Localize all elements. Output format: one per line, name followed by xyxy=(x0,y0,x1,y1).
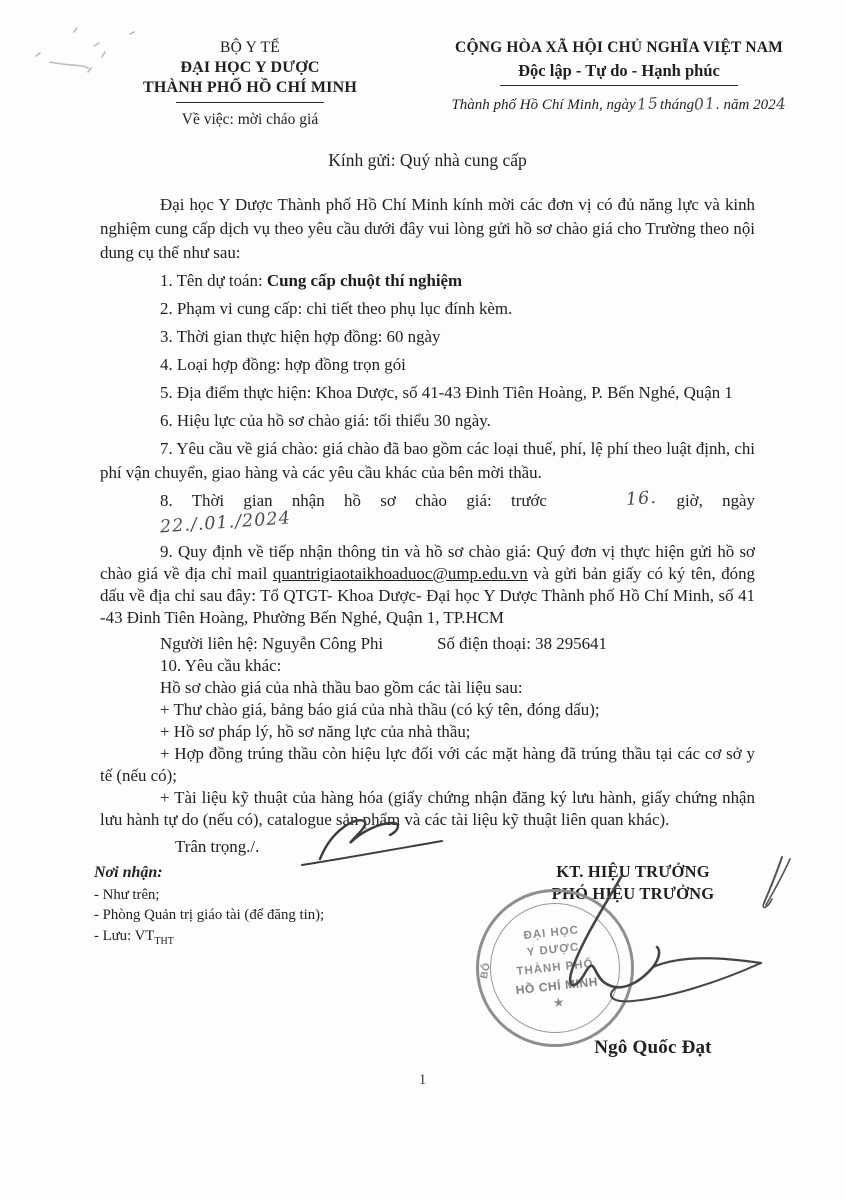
org-underline xyxy=(176,102,324,103)
page-number: 1 xyxy=(418,1072,427,1088)
date-month-word: tháng xyxy=(660,96,695,113)
subject-line: Về việc: mời cháo giá xyxy=(181,110,319,128)
bullet-1: + Thư chào giá, bảng báo giá của nhà thầu (có ký tên, đóng dấu); xyxy=(160,699,600,719)
item-8-text: 8. Thời gian nhận hồ sơ chào giá: trước xyxy=(160,490,567,510)
item-4: 4. Loại hợp đồng: hợp đồng trọn gói xyxy=(160,354,406,374)
salutation: Kính gửi: Quý nhà cung cấp xyxy=(328,149,527,170)
org-name-line2: THÀNH PHỐ HỒ CHÍ MINH xyxy=(143,79,357,97)
recipient-archive: - Lưu: VT xyxy=(94,927,155,944)
contact-line xyxy=(100,633,755,655)
recipients-title: Nơi nhận: xyxy=(94,863,163,881)
motto-underline xyxy=(500,85,738,86)
date-year-prefix: . năm 202 xyxy=(716,96,776,113)
org-name-line1: ĐẠI HỌC Y DƯỢC xyxy=(180,58,320,76)
contact-email: quantrigiaotaikhoaduoc@ump.edu.vn xyxy=(272,563,528,583)
contact-phone: Số điện thoại: 38 295641 xyxy=(437,633,607,653)
date-line xyxy=(418,94,820,116)
docs-intro: Hồ sơ chào giá của nhà thầu bao gồm các tài liệu sau: xyxy=(160,677,523,697)
item-8-mid: giờ, ngày xyxy=(657,490,755,510)
recipient-line: - Phòng Quản trị giáo tài (để đăng tin); xyxy=(94,907,325,924)
item-1-subject: Cung cấp chuột thí nghiệm xyxy=(266,270,463,290)
stamp-line: THÀNH PHỐ xyxy=(515,957,595,978)
national-motto: Độc lập - Tự do - Hạnh phúc xyxy=(518,61,720,81)
bullet-4: + Tài liệu kỹ thuật của hàng hóa (giấy chứng nhận đăng ký lưu hành, giấy chứng nhận lưu hành tự do (nếu có), catalogue sản phẩm và các tài liệu kỹ thuật liên quan khác). xyxy=(100,787,755,829)
item-1 xyxy=(100,269,755,293)
stamp-line: HỒ CHÍ MINH xyxy=(515,973,599,997)
recipients-block xyxy=(94,861,434,1081)
recipient-line xyxy=(94,927,434,948)
pencil-marks xyxy=(28,14,178,84)
country-title: CỘNG HÒA XÃ HỘI CHỦ NGHĨA VIỆT NAM xyxy=(455,39,783,56)
stamp-line: Y DƯỢC xyxy=(526,941,580,959)
footer xyxy=(0,861,845,1081)
handwritten-month: 01 xyxy=(693,93,717,114)
stamp-star-icon: ★ xyxy=(551,993,566,1010)
handwritten-deadline-date: 22./.01./2024 xyxy=(159,507,292,538)
intro-paragraph: Đại học Y Dược Thành phố Hồ Chí Minh kính mời các đơn vị có đủ năng lực và kinh nghiệm cung cấp dịch vụ theo yêu cầu dưới đây vui lòng gửi hồ sơ chào giá cho Trường theo nội dung cụ thể như sau: xyxy=(100,194,755,262)
item-9-tail: và gửi bản giấy có ký tên, đóng dấu về địa chỉ sau đây: Tổ QTGT- Khoa Dược- Đại học Y Dược Thành phố Hồ Chí Minh, số 41 -43 Đinh Tiên Hoàng, Phường Bến Nghé, Quận 1, TP.HCM xyxy=(100,563,755,627)
ministry-name: BỘ Y TẾ xyxy=(219,39,281,56)
handwritten-year-digit: 4 xyxy=(774,94,788,113)
item-5: 5. Địa điểm thực hiện: Khoa Dược, số 41-43 Đinh Tiên Hoàng, P. Bến Nghé, Quận 1 xyxy=(160,382,733,402)
item-7: 7. Yêu cầu về giá chào: giá chào đã bao gồm các loại thuế, phí, lệ phí theo luật định, chi phí vận chuyển, giao hàng và các yêu cầu khác của bên mời thầu. xyxy=(100,438,755,482)
signer-title-2: PHÓ HIỆU TRƯỞNG xyxy=(551,883,715,903)
item-6: 6. Hiệu lực của hồ sơ chào giá: tối thiểu 30 ngày. xyxy=(160,410,491,430)
item-9-text: 9. Quy định về tiếp nhận thông tin và hồ sơ chào giá: Quý đơn vị thực hiện gửi hồ sơ chào giá về địa chỉ mail xyxy=(100,541,755,583)
signoff-row xyxy=(100,837,755,857)
stamp-line: ĐẠI HỌC xyxy=(523,923,580,942)
signer-name: Ngô Quốc Đạt xyxy=(594,1036,712,1058)
item-3: 3. Thời gian thực hiện hợp đồng: 60 ngày xyxy=(160,326,441,346)
item-1-label: 1. Tên dự toán: xyxy=(160,270,267,290)
national-motto-block xyxy=(418,38,820,130)
recipient-line: - Như trên; xyxy=(94,886,160,903)
handwritten-day: 15 xyxy=(636,93,660,114)
initial-signature-scribble xyxy=(298,813,448,871)
letter-body xyxy=(100,193,755,831)
stamp-side-text: BỘ xyxy=(478,961,493,980)
item-9 xyxy=(100,541,755,629)
handwritten-hour: 16. xyxy=(625,487,658,510)
signoff-text: Trân trọng./. xyxy=(175,836,260,856)
date-prefix: Thành phố Hồ Chí Minh, ngày xyxy=(451,96,636,113)
bullet-3: + Hợp đồng trúng thầu còn hiệu lực đối với các mặt hàng đã trúng thầu tại các cơ sở y tế (nếu có); xyxy=(100,743,755,785)
item-10: 10. Yêu cầu khác: xyxy=(160,655,282,675)
item-8 xyxy=(100,489,755,537)
bullet-2: + Hồ sơ pháp lý, hồ sơ năng lực của nhà thầu; xyxy=(160,721,471,741)
main-signature-scribble xyxy=(493,871,803,1031)
archive-code: THT xyxy=(154,935,174,947)
signer-title-1: KT. HIỆU TRƯỞNG xyxy=(556,861,710,881)
contact-person: Người liên hệ: Nguyễn Công Phi xyxy=(160,633,384,653)
item-2: 2. Phạm vi cung cấp: chi tiết theo phụ lục đính kèm. xyxy=(160,298,513,318)
signature-block xyxy=(458,861,808,1081)
